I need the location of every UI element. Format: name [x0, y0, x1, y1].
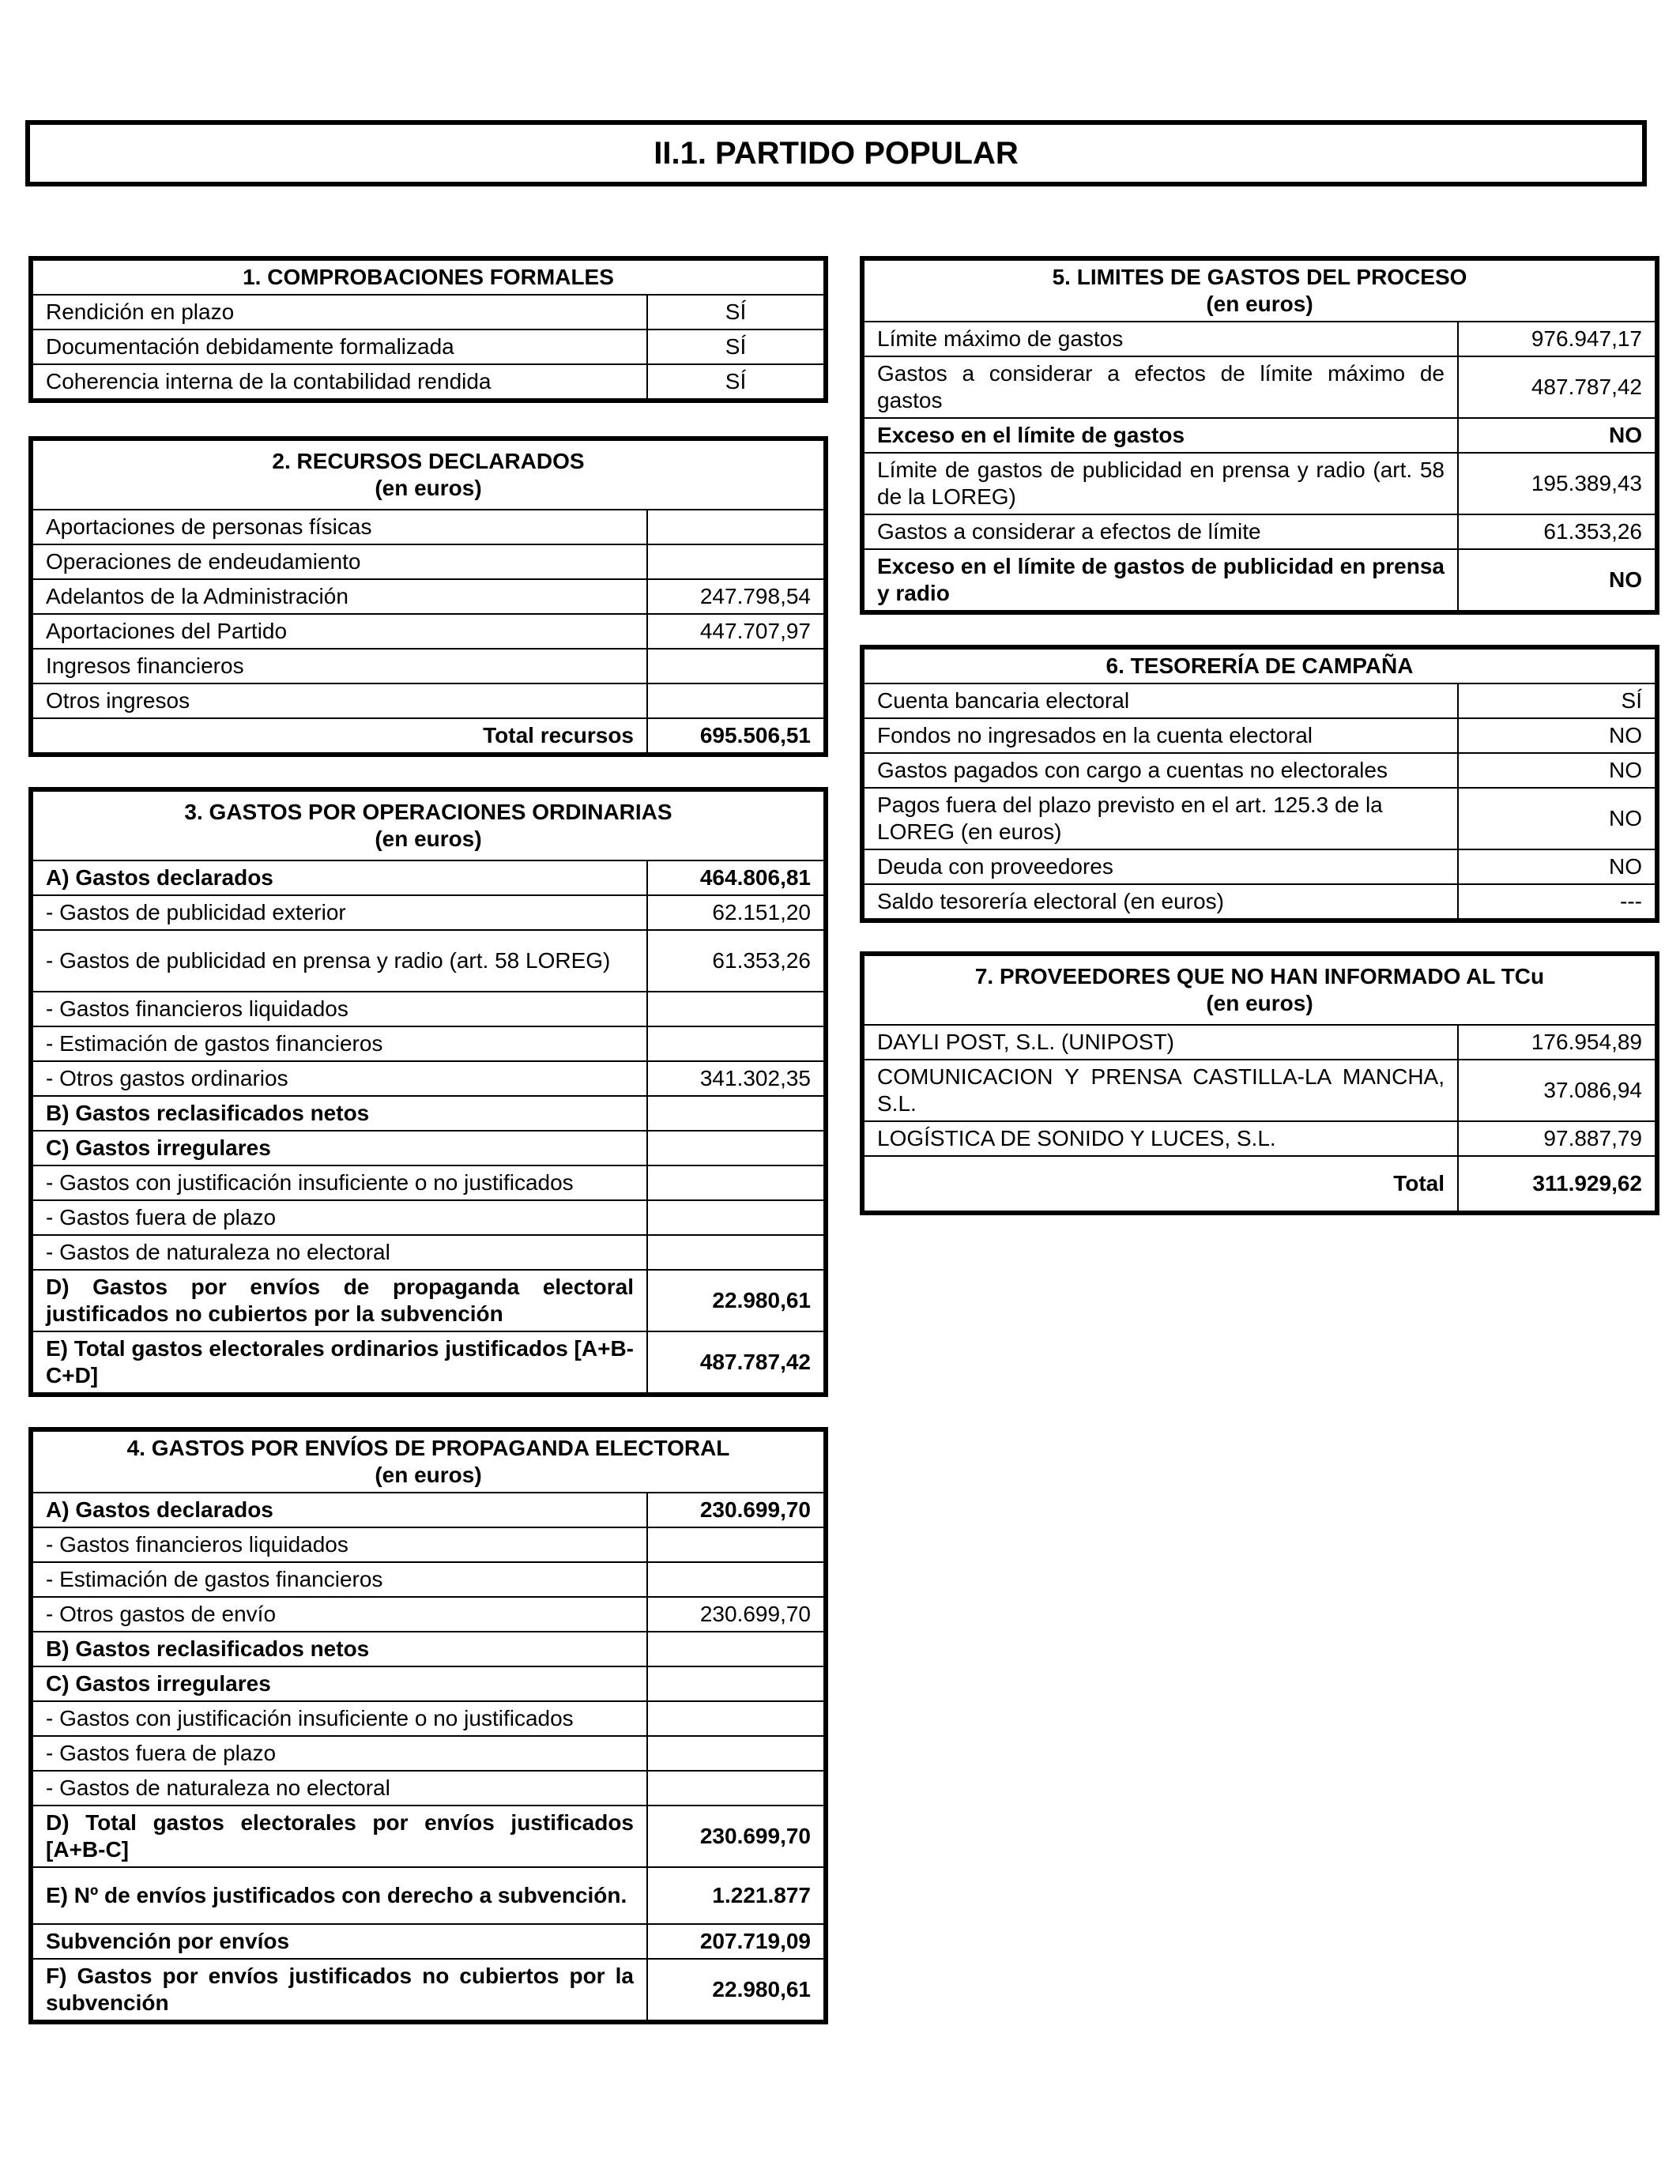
row-label: Gastos a considerar a efectos de límite máximo de gastos [862, 356, 1458, 418]
row-value [647, 1200, 826, 1235]
row-label: - Otros gastos de envío [31, 1597, 647, 1632]
section-title: 1. COMPROBACIONES FORMALES [31, 258, 826, 295]
row-label: - Gastos financieros liquidados [31, 1527, 647, 1562]
table-row [31, 544, 826, 579]
row-value: SÍ [647, 364, 826, 401]
row-value [647, 1527, 826, 1562]
row-label: D) Gastos por envíos de propaganda electoral justificados no cubiertos por la subvención [31, 1270, 647, 1331]
section-title: 6. TESORERÍA DE CAMPAÑA [862, 647, 1657, 683]
row-label: Pagos fuera del plazo previsto en el art. 125.3 de la LOREG (en euros) [862, 788, 1458, 849]
row-value: 37.086,94 [1458, 1060, 1657, 1121]
row-label: E) Total gastos electorales ordinarios justificados [A+B-C+D] [31, 1331, 647, 1395]
row-value [647, 1165, 826, 1200]
row-label: Gastos pagados con cargo a cuentas no electorales [862, 753, 1458, 788]
mailing-expenses-table [28, 1427, 828, 2024]
row-label: F) Gastos por envíos justificados no cubiertos por la subvención [31, 1959, 647, 2022]
row-label: E) Nº de envíos justificados con derecho a subvención. [31, 1867, 647, 1924]
table-row [31, 1527, 826, 1562]
row-value [647, 1701, 826, 1736]
row-label: Aportaciones del Partido [31, 614, 647, 649]
row-label: Gastos a considerar a efectos de límite [862, 514, 1458, 549]
table-row [31, 1331, 826, 1395]
row-value [647, 1736, 826, 1771]
row-label: B) Gastos reclasificados netos [31, 1096, 647, 1131]
row-label: - Gastos fuera de plazo [31, 1736, 647, 1771]
row-label: A) Gastos declarados [31, 860, 647, 895]
row-label: LOGÍSTICA DE SONIDO Y LUCES, S.L. [862, 1121, 1458, 1156]
row-label: C) Gastos irregulares [31, 1666, 647, 1701]
row-label: Ingresos financieros [31, 649, 647, 683]
table-row [31, 1562, 826, 1597]
table-row [862, 322, 1657, 356]
row-value: 341.302,35 [647, 1061, 826, 1096]
row-label: - Gastos de publicidad en prensa y radio (art. 58 LOREG) [31, 930, 647, 992]
table-row [31, 614, 826, 649]
table-row [31, 992, 826, 1026]
table-row [31, 1165, 826, 1200]
row-value: 976.947,17 [1458, 322, 1657, 356]
table-row [862, 453, 1657, 514]
section-subtitle: (en euros) [1206, 292, 1313, 316]
table-row [31, 649, 826, 683]
row-value: 62.151,20 [647, 895, 826, 930]
row-label: Documentación debidamente formalizada [31, 329, 647, 364]
table-row [862, 788, 1657, 849]
row-label: B) Gastos reclasificados netos [31, 1632, 647, 1666]
row-value [647, 649, 826, 683]
row-value [647, 1771, 826, 1806]
row-value: 195.389,43 [1458, 453, 1657, 514]
table-row [862, 514, 1657, 549]
row-label: - Gastos con justificación insuficiente o no justificados [31, 1701, 647, 1736]
table-row [31, 579, 826, 614]
table-row [862, 418, 1657, 453]
section-title: 2. RECURSOS DECLARADOS [272, 449, 585, 473]
row-label: Aportaciones de personas físicas [31, 510, 647, 544]
table-row [31, 1867, 826, 1924]
row-label: A) Gastos declarados [31, 1493, 647, 1527]
row-value [647, 1235, 826, 1270]
spending-limits-table [860, 256, 1659, 615]
suppliers-table [860, 951, 1659, 1215]
table-row [862, 1025, 1657, 1060]
total-label: Total [862, 1156, 1458, 1213]
table-row [862, 683, 1657, 718]
row-value: 22.980,61 [647, 1959, 826, 2022]
section-subtitle: (en euros) [375, 476, 482, 500]
total-row [862, 1156, 1657, 1213]
table-row [862, 356, 1657, 418]
row-value [647, 1632, 826, 1666]
total-value: 695.506,51 [647, 718, 826, 755]
row-value [647, 510, 826, 544]
row-label: Deuda con proveedores [862, 849, 1458, 884]
total-row [31, 718, 826, 755]
table-row [31, 329, 826, 364]
row-value: 447.707,97 [647, 614, 826, 649]
row-value: 61.353,26 [1458, 514, 1657, 549]
row-label: DAYLI POST, S.L. (UNIPOST) [862, 1025, 1458, 1060]
row-value: NO [1458, 788, 1657, 849]
row-label: COMUNICACION Y PRENSA CASTILLA-LA MANCHA, S.L. [862, 1060, 1458, 1121]
table-row [31, 1736, 826, 1771]
total-value: 311.929,62 [1458, 1156, 1657, 1213]
row-value: SÍ [647, 295, 826, 329]
section-title: 5. LIMITES DE GASTOS DEL PROCESO [1052, 265, 1467, 289]
row-label: - Gastos de naturaleza no electoral [31, 1771, 647, 1806]
row-value: 247.798,54 [647, 579, 826, 614]
table-row [31, 1597, 826, 1632]
row-label: Límite de gastos de publicidad en prensa y radio (art. 58 de la LOREG) [862, 453, 1458, 514]
row-label: Exceso en el límite de gastos de publicidad en prensa y radio [862, 549, 1458, 612]
row-value [647, 1026, 826, 1061]
table-row [31, 1200, 826, 1235]
row-label: - Estimación de gastos financieros [31, 1562, 647, 1597]
total-label: Total recursos [31, 718, 647, 755]
table-row [31, 1806, 826, 1867]
row-value: 61.353,26 [647, 930, 826, 992]
table-row [31, 860, 826, 895]
row-label: - Gastos de publicidad exterior [31, 895, 647, 930]
table-row [862, 1060, 1657, 1121]
table-row [31, 1131, 826, 1165]
declared-resources-table [28, 436, 828, 757]
table-row [862, 718, 1657, 753]
row-value: NO [1458, 849, 1657, 884]
row-value [647, 1562, 826, 1597]
table-row [31, 1235, 826, 1270]
row-value: NO [1458, 718, 1657, 753]
ordinary-expenses-table [28, 787, 828, 1397]
row-value [647, 683, 826, 718]
row-value: --- [1458, 884, 1657, 921]
section-title: 3. GASTOS POR OPERACIONES ORDINARIAS [184, 800, 672, 824]
row-value: 487.787,42 [1458, 356, 1657, 418]
row-label: Operaciones de endeudamiento [31, 544, 647, 579]
table-row [862, 753, 1657, 788]
row-value: 176.954,89 [1458, 1025, 1657, 1060]
table-row [31, 930, 826, 992]
row-label: Otros ingresos [31, 683, 647, 718]
row-value [647, 992, 826, 1026]
row-value [647, 544, 826, 579]
table-row [31, 1666, 826, 1701]
row-label: - Otros gastos ordinarios [31, 1061, 647, 1096]
table-row [31, 1061, 826, 1096]
table-row [862, 884, 1657, 921]
row-value: 487.787,42 [647, 1331, 826, 1395]
table-row [862, 549, 1657, 612]
row-label: D) Total gastos electorales por envíos justificados [A+B-C] [31, 1806, 647, 1867]
table-row [31, 1096, 826, 1131]
row-label: Fondos no ingresados en la cuenta electoral [862, 718, 1458, 753]
row-value: SÍ [647, 329, 826, 364]
table-row [31, 1924, 826, 1959]
table-row [31, 364, 826, 401]
row-value: 230.699,70 [647, 1493, 826, 1527]
row-label: Saldo tesorería electoral (en euros) [862, 884, 1458, 921]
row-value [647, 1096, 826, 1131]
formal-checks-table [28, 256, 828, 403]
row-value: 1.221.877 [647, 1867, 826, 1924]
table-row [31, 683, 826, 718]
table-row [31, 510, 826, 544]
section-subtitle: (en euros) [375, 1463, 482, 1487]
row-label: - Gastos de naturaleza no electoral [31, 1235, 647, 1270]
table-row [31, 895, 826, 930]
table-row [31, 295, 826, 329]
row-value: 97.887,79 [1458, 1121, 1657, 1156]
row-value: 22.980,61 [647, 1270, 826, 1331]
row-label: Rendición en plazo [31, 295, 647, 329]
page-title: II.1. PARTIDO POPULAR [25, 120, 1647, 186]
row-value: 230.699,70 [647, 1806, 826, 1867]
section-subtitle: (en euros) [375, 827, 482, 851]
section-subtitle: (en euros) [1206, 991, 1313, 1015]
campaign-treasury-table [860, 645, 1659, 923]
table-row [31, 1026, 826, 1061]
row-label: Límite máximo de gastos [862, 322, 1458, 356]
table-row [31, 1632, 826, 1666]
row-label: Coherencia interna de la contabilidad rendida [31, 364, 647, 401]
row-value: 207.719,09 [647, 1924, 826, 1959]
row-value [647, 1666, 826, 1701]
table-row [31, 1959, 826, 2022]
row-label: C) Gastos irregulares [31, 1131, 647, 1165]
table-row [31, 1493, 826, 1527]
row-value: NO [1458, 549, 1657, 612]
table-row [862, 849, 1657, 884]
row-label: - Estimación de gastos financieros [31, 1026, 647, 1061]
table-row [862, 1121, 1657, 1156]
row-value: NO [1458, 418, 1657, 453]
row-value: 230.699,70 [647, 1597, 826, 1632]
row-label: - Gastos financieros liquidados [31, 992, 647, 1026]
section-title: 4. GASTOS POR ENVÍOS DE PROPAGANDA ELECTORAL [126, 1436, 730, 1460]
row-value: 464.806,81 [647, 860, 826, 895]
row-label: Exceso en el límite de gastos [862, 418, 1458, 453]
row-label: Cuenta bancaria electoral [862, 683, 1458, 718]
row-label: - Gastos fuera de plazo [31, 1200, 647, 1235]
row-value: NO [1458, 753, 1657, 788]
row-label: Subvención por envíos [31, 1924, 647, 1959]
row-label: - Gastos con justificación insuficiente o no justificados [31, 1165, 647, 1200]
row-value [647, 1131, 826, 1165]
table-row [31, 1270, 826, 1331]
row-label: Adelantos de la Administración [31, 579, 647, 614]
table-row [31, 1771, 826, 1806]
table-row [31, 1701, 826, 1736]
row-value: SÍ [1458, 683, 1657, 718]
section-title: 7. PROVEEDORES QUE NO HAN INFORMADO AL TCu [974, 964, 1545, 988]
